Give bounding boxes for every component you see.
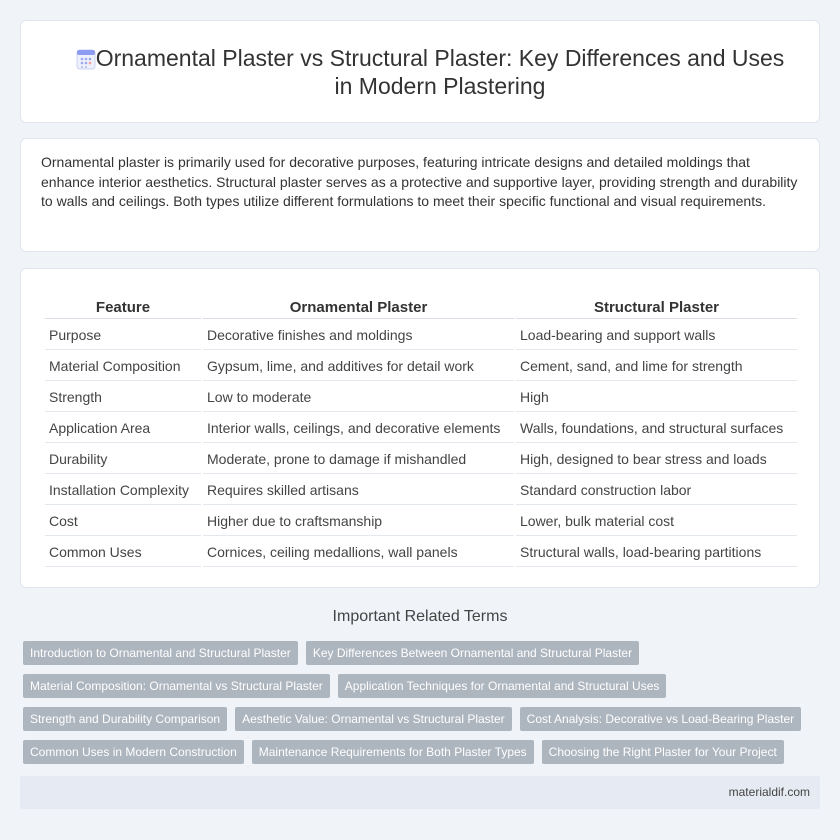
ornamental-cell: Cornices, ceiling medallions, wall panels <box>203 538 514 567</box>
structural-cell: Load-bearing and support walls <box>516 321 797 350</box>
table-row <box>45 538 797 567</box>
feature-cell: Material Composition <box>45 352 201 381</box>
structural-cell: High, designed to bear stress and loads <box>516 445 797 474</box>
table-row <box>45 352 797 381</box>
related-term-tag[interactable]: Application Techniques for Ornamental and Structural Uses <box>338 674 667 698</box>
related-term-tag[interactable]: Common Uses in Modern Construction <box>23 740 244 764</box>
related-term-tag[interactable]: Cost Analysis: Decorative vs Load-Bearing Plaster <box>520 707 801 731</box>
table-row <box>45 383 797 412</box>
related-term-tag[interactable]: Maintenance Requirements for Both Plaster Types <box>252 740 534 764</box>
feature-cell: Common Uses <box>45 538 201 567</box>
related-terms-tags <box>23 641 823 764</box>
header-structural: Structural Plaster <box>516 297 797 319</box>
ornamental-cell: Gypsum, lime, and additives for detail work <box>203 352 514 381</box>
ornamental-cell: Interior walls, ceilings, and decorative elements <box>203 414 514 443</box>
ornamental-cell: Decorative finishes and moldings <box>203 321 514 350</box>
structural-cell: High <box>516 383 797 412</box>
structural-cell: Standard construction labor <box>516 476 797 505</box>
table-row <box>45 507 797 536</box>
structural-cell: Lower, bulk material cost <box>516 507 797 536</box>
footer-site-link[interactable]: materialdif.com <box>728 785 810 799</box>
structural-cell: Cement, sand, and lime for strength <box>516 352 797 381</box>
feature-cell: Cost <box>45 507 201 536</box>
related-term-tag[interactable]: Choosing the Right Plaster for Your Project <box>542 740 784 764</box>
comparison-table-card <box>20 268 820 588</box>
header-ornamental: Ornamental Plaster <box>203 297 514 319</box>
table-row <box>45 414 797 443</box>
feature-cell: Purpose <box>45 321 201 350</box>
structural-cell: Structural walls, load-bearing partitions <box>516 538 797 567</box>
ornamental-cell: Low to moderate <box>203 383 514 412</box>
footer-bar <box>20 776 820 809</box>
intro-paragraph: Ornamental plaster is primarily used for decorative purposes, featuring intricate designs and detailed moldings that enhance interior aesthetics. Structural plaster serves as a protective and supportive layer, providing strength and durability to walls and ceilings. Both types utilize different formulations to meet their specific functional and visual requirements. <box>41 154 798 209</box>
ornamental-cell: Requires skilled artisans <box>203 476 514 505</box>
related-term-tag[interactable]: Strength and Durability Comparison <box>23 707 227 731</box>
table-header-row <box>45 297 797 319</box>
comparison-table <box>43 295 799 569</box>
structural-cell: Walls, foundations, and structural surfaces <box>516 414 797 443</box>
related-term-tag[interactable]: Key Differences Between Ornamental and Structural Plaster <box>306 641 639 665</box>
related-term-tag[interactable]: Aesthetic Value: Ornamental vs Structural Plaster <box>235 707 512 731</box>
intro-card <box>20 138 820 252</box>
header-feature: Feature <box>45 297 201 319</box>
ornamental-cell: Moderate, prone to damage if mishandled <box>203 445 514 474</box>
related-terms-title: Important Related Terms <box>332 608 508 625</box>
related-term-tag[interactable]: Material Composition: Ornamental vs Structural Plaster <box>23 674 330 698</box>
feature-cell: Installation Complexity <box>45 476 201 505</box>
header-card <box>20 20 820 123</box>
feature-cell: Application Area <box>45 414 201 443</box>
table-row <box>45 321 797 350</box>
page-title: Ornamental Plaster vs Structural Plaster: Key Differences and Uses in Modern Plastering <box>95 44 785 99</box>
ornamental-cell: Higher due to craftsmanship <box>203 507 514 536</box>
related-term-tag[interactable]: Introduction to Ornamental and Structural Plaster <box>23 641 298 665</box>
feature-cell: Strength <box>45 383 201 412</box>
table-row <box>45 445 797 474</box>
feature-cell: Durability <box>45 445 201 474</box>
table-row <box>45 476 797 505</box>
